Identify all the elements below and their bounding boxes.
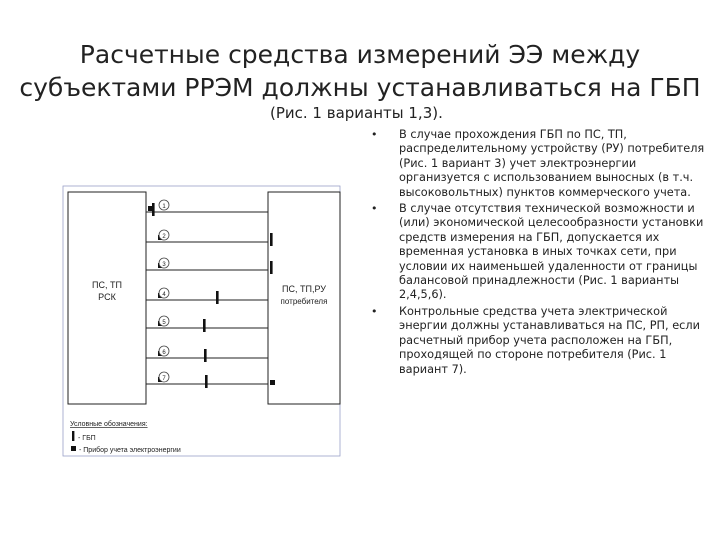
bullet-item [368, 202, 713, 303]
variant-number-7: 7 [162, 376, 166, 382]
gbp-mark [204, 349, 207, 362]
variant-number-2: 2 [162, 234, 166, 240]
variant-number-5: 5 [162, 320, 166, 326]
meter-mark [148, 206, 153, 211]
meter-mark [270, 380, 275, 385]
legend-gbp-label: - ГБП [78, 435, 96, 442]
bullet-dot-icon: • [371, 304, 378, 318]
right-box-label-2: потребителя [280, 297, 328, 306]
slide-title-line-1: Расчетные средства измерений ЭЭ между [79, 40, 641, 69]
bullet-text: В случае отсутствия технической возможности и (или) экономической целесообразности установки средств измерения на ГБП, допускается их временная установка в иных точках сети, при условии их наименьшей удаленности от границы балансовой принадлежности (Рис. 1 варианты 2,4,5,6). [399, 202, 704, 302]
gbp-mark [216, 291, 219, 304]
slide-title [0, 38, 720, 104]
gbp-mark [270, 233, 273, 246]
bullet-item [368, 305, 713, 377]
selection-frame [63, 186, 340, 456]
gbp-mark [205, 375, 208, 388]
metering-diagram [60, 182, 350, 460]
left-box-label-2: РСК [98, 292, 116, 302]
slide-title-line-2: субъектами РРЭМ должны устанавливаться на ГБП [19, 73, 701, 102]
legend-title: Условные обозначения: [70, 421, 148, 428]
bullet-item [368, 128, 713, 200]
variant-number-1: 1 [162, 204, 166, 210]
bullet-list [368, 128, 713, 379]
gbp-mark [270, 261, 273, 274]
legend-meter-icon [71, 446, 76, 451]
variant-number-3: 3 [162, 262, 166, 268]
right-box-label-1: ПС, ТП,РУ [282, 284, 326, 294]
left-box-label-1: ПС, ТП [92, 280, 122, 290]
legend-meter-label: - Прибор учета электроэнергии [79, 447, 181, 454]
legend-gbp-icon [72, 431, 74, 441]
bullet-dot-icon: • [371, 202, 378, 216]
slide-subtitle: (Рис. 1 варианты 1,3). [270, 104, 443, 122]
variant-number-4: 4 [162, 292, 166, 298]
bullet-text: В случае прохождения ГБП по ПС, ТП, распределительному устройству (РУ) потребителя (Рис. 1 вариант 3) учет электроэнергии организуется с использованием выносных (в т.ч. высоковольтных) пунктов коммерческого учета. [399, 128, 705, 199]
gbp-mark [203, 319, 206, 332]
bullet-text: Контрольные средства учета электрической энергии должны устанавливаться на ПС, РП, если расчетный прибор учета расположен на ГБП, проходящей по стороне потребителя (Рис. 1 вариант 7). [399, 304, 700, 376]
variant-number-6: 6 [162, 350, 166, 356]
bullet-dot-icon: • [371, 128, 378, 141]
